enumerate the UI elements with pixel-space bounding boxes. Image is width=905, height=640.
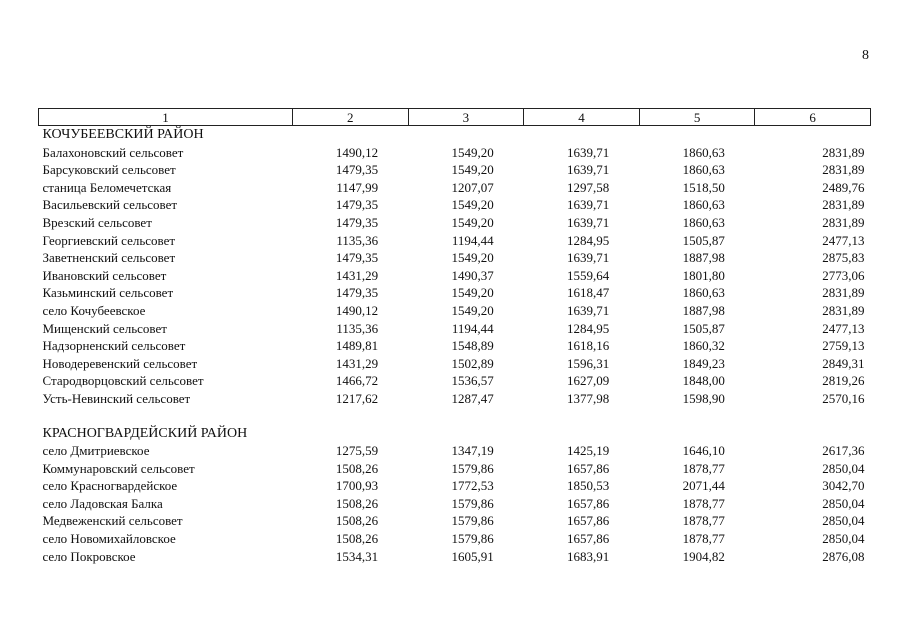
- value-cell-col-3: 1502,89: [451, 355, 494, 371]
- value-cell-col-4: 1850,53: [567, 478, 610, 494]
- value-cell-col-5: 1505,87: [682, 320, 725, 336]
- value-cell-col-5: 1518,50: [682, 179, 725, 195]
- column-header-6: 6: [755, 109, 871, 126]
- value-cell-col-5: 2071,44: [682, 478, 725, 494]
- section-title: КОЧУБЕЕВСКИЙ РАЙОН: [42, 127, 204, 142]
- value-cell-col-6: 2850,04: [822, 495, 865, 511]
- value-cell-col-6: 2477,13: [822, 320, 865, 336]
- value-cell-col-2: 1479,35: [335, 162, 379, 178]
- table-row: [39, 372, 871, 390]
- table-row: [39, 302, 871, 320]
- value-cell-col-3: 1548,89: [451, 338, 494, 354]
- settlement-name: Новодеревенский сельсовет: [42, 355, 198, 371]
- table-row: [39, 477, 871, 495]
- table-row: [39, 495, 871, 513]
- value-cell-col-5: 1860,63: [682, 285, 725, 301]
- table-row: [39, 144, 871, 162]
- value-cell-col-5: 1878,77: [682, 531, 725, 547]
- table-body: [39, 126, 871, 566]
- value-cell-col-6: 2617,36: [822, 443, 865, 459]
- page-number: 8: [862, 48, 869, 63]
- section-title: КРАСНОГВАРДЕЙСКИЙ РАЙОН: [42, 425, 248, 441]
- value-cell-col-6: 2831,89: [822, 144, 865, 160]
- table-row: [39, 355, 871, 373]
- value-cell-col-6: 2849,31: [822, 355, 865, 371]
- value-cell-col-3: 1549,20: [451, 250, 494, 266]
- settlement-name: Стародворцовский сельсовет: [42, 373, 204, 389]
- value-cell-col-4: 1618,47: [567, 285, 610, 301]
- value-cell-col-5: 1598,90: [682, 390, 725, 406]
- value-cell-col-4: 1639,71: [567, 214, 610, 230]
- column-header-3: 3: [408, 109, 524, 126]
- column-header-4: 4: [524, 109, 640, 126]
- value-cell-col-4: 1639,71: [567, 250, 610, 266]
- value-cell-col-6: 2831,89: [822, 285, 865, 301]
- value-cell-col-3: 1579,86: [451, 495, 494, 511]
- value-cell-col-4: 1284,95: [567, 320, 610, 336]
- value-cell-col-2: 1508,26: [335, 460, 379, 476]
- settlement-name: село Покровское: [42, 548, 136, 564]
- table-row: [39, 512, 871, 530]
- value-cell-col-6: 2489,76: [822, 179, 865, 195]
- value-cell-col-3: 1549,20: [451, 197, 494, 213]
- settlement-name: село Ладовская Балка: [42, 495, 163, 511]
- value-cell-col-3: 1549,20: [451, 285, 494, 301]
- table-row: [39, 196, 871, 214]
- value-cell-col-5: 1878,77: [682, 495, 725, 511]
- value-cell-col-3: 1605,91: [451, 548, 494, 564]
- value-cell-col-6: 2773,06: [822, 267, 865, 283]
- value-cell-col-5: 1505,87: [682, 232, 725, 248]
- value-cell-col-3: 1536,57: [451, 373, 494, 389]
- settlement-name: Ивановский сельсовет: [42, 267, 167, 283]
- value-cell-col-2: 1147,99: [336, 179, 379, 195]
- value-cell-col-4: 1639,71: [567, 302, 610, 318]
- value-cell-col-2: 1275,59: [335, 443, 379, 459]
- settlement-name: Врезский сельсовет: [42, 214, 152, 230]
- value-cell-col-4: 1639,71: [567, 162, 610, 178]
- value-cell-col-5: 1860,63: [682, 214, 725, 230]
- settlement-name: Заветненский сельсовет: [42, 250, 176, 266]
- value-cell-col-3: 1772,53: [451, 478, 494, 494]
- column-header-1: 1: [39, 109, 293, 126]
- value-cell-col-5: 1848,00: [682, 373, 725, 389]
- value-cell-col-5: 1904,82: [682, 548, 725, 564]
- value-cell-col-4: 1297,58: [567, 179, 610, 195]
- value-cell-col-3: 1490,37: [451, 267, 494, 283]
- value-cell-col-5: 1860,63: [682, 197, 725, 213]
- value-cell-col-2: 1135,36: [336, 232, 379, 248]
- table-row: [39, 179, 871, 197]
- settlement-name: Медвеженский сельсовет: [42, 513, 183, 529]
- value-cell-col-2: 1431,29: [335, 267, 379, 283]
- value-cell-col-3: 1194,44: [451, 232, 494, 248]
- table-row: [39, 232, 871, 250]
- settlement-name: Васильевский сельсовет: [42, 197, 178, 213]
- value-cell-col-4: 1657,86: [567, 513, 610, 529]
- header-row: [39, 109, 871, 126]
- value-cell-col-2: 1508,26: [335, 531, 379, 547]
- value-cell-col-2: 1479,35: [335, 285, 379, 301]
- value-cell-col-5: 1860,32: [682, 338, 725, 354]
- table-row: [39, 320, 871, 338]
- settlement-name: станица Беломечетская: [42, 179, 172, 195]
- column-header-2: 2: [293, 109, 409, 126]
- value-cell-col-4: 1559,64: [567, 267, 610, 283]
- value-cell-col-4: 1683,91: [567, 548, 610, 564]
- table-row: [39, 284, 871, 302]
- value-cell-col-3: 1549,20: [451, 302, 494, 318]
- value-cell-col-2: 1508,26: [335, 513, 379, 529]
- settlement-name: Усть-Невинский сельсовет: [42, 390, 191, 406]
- table-row: [39, 267, 871, 285]
- table-row: [39, 530, 871, 548]
- value-cell-col-6: 2570,16: [822, 390, 865, 406]
- table-header: [39, 109, 871, 126]
- value-cell-col-3: 1579,86: [451, 531, 494, 547]
- value-cell-col-4: 1639,71: [567, 197, 610, 213]
- value-cell-col-6: 3042,70: [822, 478, 865, 494]
- value-cell-col-5: 1860,63: [682, 162, 725, 178]
- value-cell-col-6: 2850,04: [822, 531, 865, 547]
- value-cell-col-3: 1549,20: [451, 144, 494, 160]
- value-cell-col-6: 2831,89: [822, 214, 865, 230]
- value-cell-col-5: 1887,98: [682, 302, 725, 318]
- value-cell-col-2: 1135,36: [336, 320, 379, 336]
- value-cell-col-2: 1217,62: [335, 390, 379, 406]
- settlement-name: Казьминский сельсовет: [42, 285, 174, 301]
- table-row: [39, 214, 871, 232]
- value-cell-col-4: 1377,98: [567, 390, 610, 406]
- value-cell-col-3: 1207,07: [451, 179, 494, 195]
- value-cell-col-4: 1639,71: [567, 144, 610, 160]
- settlement-name: село Кочубеевское: [42, 302, 146, 318]
- table-row: [39, 390, 871, 408]
- section-spacer: [39, 408, 871, 425]
- value-cell-col-3: 1579,86: [451, 513, 494, 529]
- value-cell-col-2: 1700,93: [335, 478, 379, 494]
- value-cell-col-2: 1479,35: [335, 214, 379, 230]
- value-cell-col-6: 2850,04: [822, 460, 865, 476]
- value-cell-col-4: 1657,86: [567, 531, 610, 547]
- value-cell-col-6: 2850,04: [822, 513, 865, 529]
- value-cell-col-3: 1194,44: [451, 320, 494, 336]
- settlement-name: Мищенский сельсовет: [42, 320, 167, 336]
- value-cell-col-4: 1627,09: [567, 373, 610, 389]
- value-cell-col-6: 2819,26: [822, 373, 865, 389]
- table-row: [39, 161, 871, 179]
- value-cell-col-4: 1657,86: [567, 495, 610, 511]
- table-row: [39, 548, 871, 566]
- value-cell-col-2: 1479,35: [335, 197, 379, 213]
- value-cell-col-2: 1534,31: [335, 548, 379, 564]
- value-cell-col-5: 1801,80: [682, 267, 725, 283]
- settlement-name: Георгиевский сельсовет: [42, 232, 176, 248]
- value-cell-col-2: 1490,12: [335, 302, 379, 318]
- value-cell-col-4: 1618,16: [567, 338, 610, 354]
- settlement-name: Барсуковский сельсовет: [42, 162, 176, 178]
- value-cell-col-5: 1860,63: [682, 144, 725, 160]
- value-cell-col-6: 2875,83: [822, 250, 865, 266]
- value-cell-col-6: 2759,13: [822, 338, 865, 354]
- value-cell-col-2: 1479,35: [335, 250, 379, 266]
- table-row: [39, 249, 871, 267]
- value-cell-col-6: 2831,89: [822, 162, 865, 178]
- settlement-name: село Красногвардейское: [42, 478, 178, 494]
- table-row: [39, 442, 871, 460]
- value-cell-col-2: 1431,29: [335, 355, 379, 371]
- value-cell-col-2: 1508,26: [335, 495, 379, 511]
- value-cell-col-4: 1284,95: [567, 232, 610, 248]
- value-cell-col-3: 1347,19: [451, 443, 494, 459]
- value-cell-col-3: 1287,47: [451, 390, 494, 406]
- value-cell-col-4: 1425,19: [567, 443, 610, 459]
- settlement-name: Балахоновский сельсовет: [42, 144, 184, 160]
- settlement-name: село Дмитриевское: [42, 443, 150, 459]
- value-cell-col-4: 1657,86: [567, 460, 610, 476]
- tariff-table: [38, 108, 871, 565]
- value-cell-col-6: 2477,13: [822, 232, 865, 248]
- settlement-name: село Новомихайловское: [42, 531, 176, 547]
- value-cell-col-2: 1489,81: [335, 338, 379, 354]
- spacer-cell: [39, 408, 871, 425]
- value-cell-col-3: 1549,20: [451, 214, 494, 230]
- value-cell-col-4: 1596,31: [567, 355, 610, 371]
- section-title-row: [39, 126, 871, 144]
- value-cell-col-5: 1887,98: [682, 250, 725, 266]
- value-cell-col-5: 1878,77: [682, 460, 725, 476]
- settlement-name: Коммунаровский сельсовет: [42, 460, 195, 476]
- value-cell-col-6: 2831,89: [822, 302, 865, 318]
- value-cell-col-5: 1849,23: [682, 355, 725, 371]
- value-cell-col-3: 1549,20: [451, 162, 494, 178]
- section-title-row: [39, 425, 871, 443]
- table-row: [39, 337, 871, 355]
- settlement-name: Надзорненский сельсовет: [42, 338, 186, 354]
- table-row: [39, 460, 871, 478]
- value-cell-col-5: 1878,77: [682, 513, 725, 529]
- value-cell-col-3: 1579,86: [451, 460, 494, 476]
- column-header-5: 5: [639, 109, 755, 126]
- value-cell-col-2: 1490,12: [335, 144, 379, 160]
- value-cell-col-2: 1466,72: [335, 373, 379, 389]
- value-cell-col-6: 2831,89: [822, 197, 865, 213]
- value-cell-col-6: 2876,08: [822, 548, 865, 564]
- value-cell-col-5: 1646,10: [682, 443, 725, 459]
